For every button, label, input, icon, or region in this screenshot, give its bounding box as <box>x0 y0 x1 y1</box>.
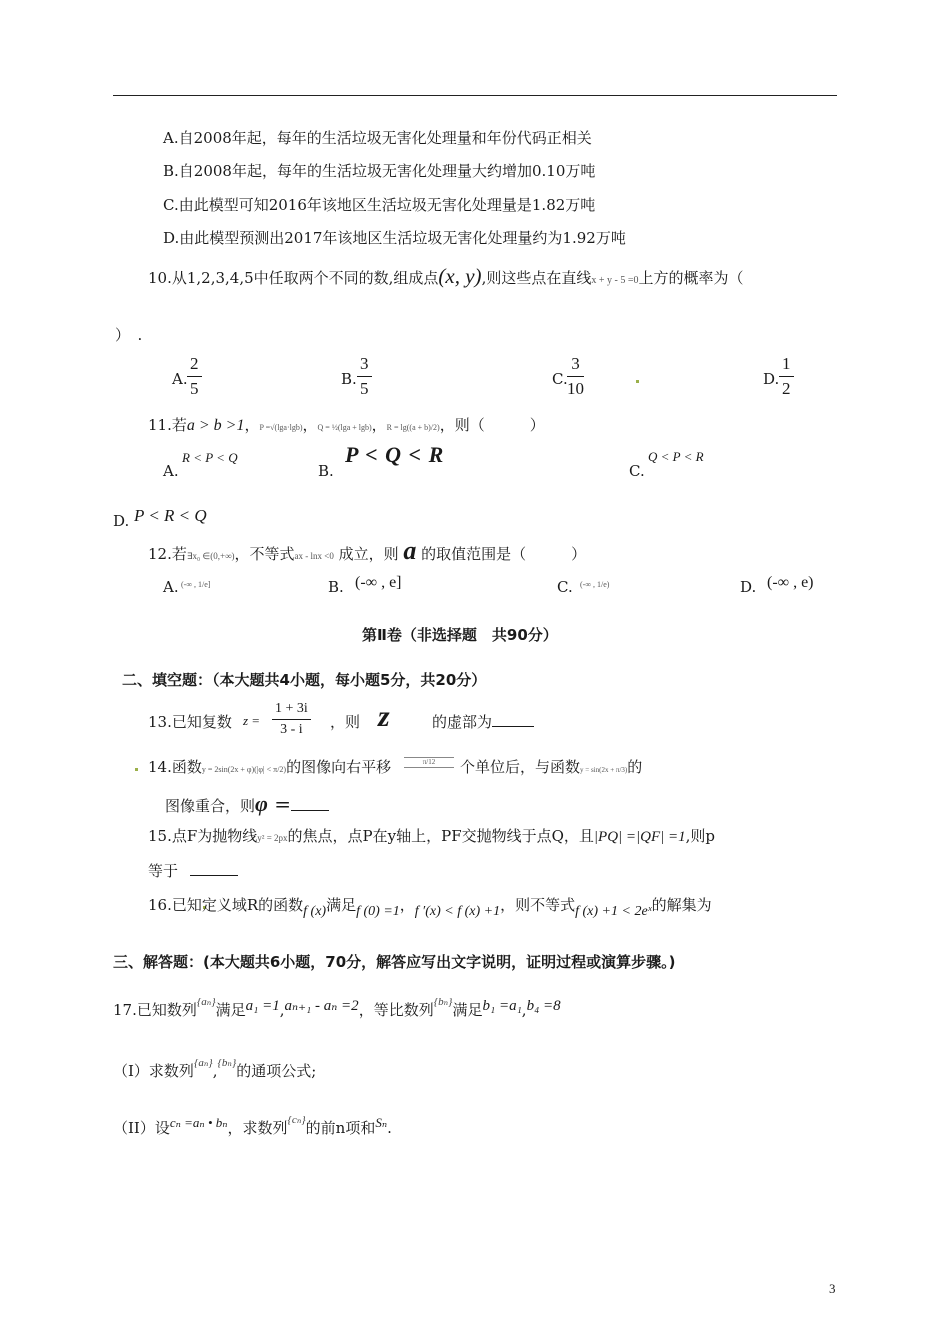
q17-part2 <box>113 1113 392 1138</box>
q17-p1-bn: {bₙ} <box>217 1057 237 1069</box>
q11-option-a: R < P < Q <box>182 450 238 465</box>
q14-line1b <box>460 756 642 777</box>
q17-p2-cnset: {cₙ} <box>287 1114 306 1126</box>
q10-option-a-label: A. <box>172 370 188 388</box>
q12-option-b-label: B. <box>328 578 344 596</box>
q16-c1: f (0) =1 <box>356 904 400 919</box>
q12-option-d-label: D. <box>740 578 757 596</box>
q12-exists: ∃x₀ ∈(0,+∞) <box>186 551 235 561</box>
q10-c-den: 10 <box>567 379 584 398</box>
q10-mid: ,则这些点在直线 <box>481 269 592 287</box>
q17-p2-end: . <box>387 1119 392 1137</box>
q14-phi: φ <box>255 791 268 816</box>
q10-point: (x, y) <box>438 264 482 288</box>
q12-option-c: (-∞ , 1/e) <box>580 580 610 589</box>
q14-stem: 14.函数 <box>148 758 202 776</box>
q14-end: 的 <box>627 758 643 776</box>
q16-fx: f (x) <box>303 904 327 919</box>
q10-option-c-label: C. <box>552 370 568 388</box>
q17-p1-an: {aₙ} <box>193 1057 213 1069</box>
section2-title: 二、填空题：（本大题共4小题，每小题5分，共20分） <box>122 671 487 689</box>
q11-option-d: P < R < Q <box>134 506 207 525</box>
q13-end-text: 的虚部为 <box>432 713 493 731</box>
q12-end: 的取值范围是（ ） <box>416 545 587 563</box>
q9-option-d: D.由此模型预测出2017年该地区生活垃圾无害化处理量约为1.92万吨 <box>163 229 626 247</box>
q10-line: x + y - 5 =0 <box>591 275 639 286</box>
q16-end: 的解集为 <box>651 896 712 914</box>
q10-option-b-label: B. <box>341 370 357 388</box>
q12-var: a <box>403 536 417 565</box>
q17-p1-end: 的通项公式; <box>236 1062 317 1080</box>
q11-p: P =√(lga·lgb) <box>259 423 303 432</box>
q14-line1 <box>148 756 391 777</box>
q13-stem: 13.已知复数 <box>148 713 232 731</box>
q12-ineq: ax - lnx <0 <box>294 551 334 561</box>
q10-end: 上方的概率为（ <box>638 269 744 287</box>
q13-num: 1 + 3i <box>272 701 311 720</box>
q17-mid2: ，等比数列 <box>358 1001 434 1019</box>
q17-mid: 满足 <box>215 1001 246 1019</box>
q10-d-den: 2 <box>782 379 791 398</box>
q16-line <box>148 894 712 920</box>
q13-z: z = <box>243 713 261 728</box>
q17-p2-sn: Sₙ <box>375 1115 388 1130</box>
q17-p2-mid: ，求数列 <box>227 1119 288 1137</box>
q11-r: R = lg((a + b)/2) <box>386 423 440 432</box>
q10-d-num: 1 <box>779 354 794 377</box>
q12-stem-text: 12.若 <box>148 545 187 563</box>
q11-cond: a > b >1 <box>186 417 245 434</box>
q11-option-c-label: C. <box>629 462 645 480</box>
q14-func1: y = 2sin(2x + φ)(|φ| < π/2) <box>201 765 287 774</box>
q15-mid: 的焦点，点P在y轴上，PF交抛物线于点Q，且 <box>287 827 594 845</box>
q14-shift: π/12 <box>404 757 454 768</box>
q17-c1: a₁ =1 <box>245 998 280 1014</box>
q15-parabola: y² = 2px <box>257 833 288 843</box>
q14-answer-blank[interactable] <box>291 796 329 811</box>
q16-mid2: ，则不等式 <box>500 896 576 914</box>
q17-p1-sep: , <box>212 1062 218 1080</box>
speck-mark <box>135 768 138 771</box>
q17-mid3: 满足 <box>452 1001 483 1019</box>
q12-option-a-label: A. <box>163 578 179 596</box>
header-rule <box>113 95 837 96</box>
q11-q: Q = ½(lga + lgb) <box>317 423 372 432</box>
q10-a-num: 2 <box>187 354 202 377</box>
q13-answer-blank[interactable] <box>492 712 534 727</box>
q11-stem-text: 11.若 <box>148 416 187 434</box>
q16-sep: ， <box>399 896 415 914</box>
q14-mid: 的图像向右平移 <box>286 758 392 776</box>
q10-option-b-frac <box>357 354 372 399</box>
q17-sep: , <box>279 1001 285 1019</box>
q13-mid: ，则 <box>330 713 361 731</box>
q16-mid: 满足 <box>326 896 357 914</box>
q12-option-d: (-∞ , e) <box>767 574 814 591</box>
q12-mid2: 成立，则 <box>333 545 404 563</box>
q17-p2-label: （II）设 <box>113 1119 170 1137</box>
q17-c3: b₁ =a₁ <box>482 998 522 1014</box>
q17-an: {aₙ} <box>196 996 216 1008</box>
section3-title: 三、解答题：(本大题共6小题，70分，解答应写出文字说明，证明过程或演算步骤。) <box>113 953 676 971</box>
q11-option-a-label: A. <box>163 462 179 480</box>
q12-mid: ，不等式 <box>234 545 295 563</box>
q14-line2 <box>165 791 329 817</box>
q11-option-b: P < Q < R <box>345 442 445 467</box>
q9-option-a: A.自2008年起，每年的生活垃圾无害化处理量和年份代码正相关 <box>163 129 592 147</box>
q10-a-den: 5 <box>190 379 199 398</box>
q13-zbig: z <box>378 700 390 733</box>
q17-sep2: , <box>521 1001 527 1019</box>
q10-option-d-label: D. <box>763 370 780 388</box>
q11-option-c: Q < P < R <box>648 449 704 464</box>
q10-close: ） . <box>115 326 143 344</box>
q17-bn: {bₙ} <box>433 996 453 1008</box>
q14-mid2: 个单位后，与函数 <box>460 758 581 776</box>
q11-end: ，则（ ） <box>439 416 545 434</box>
q9-option-c: C.由此模型可知2016年该地区生活垃圾无害化处理量是1.82万吨 <box>163 196 596 214</box>
q14-eq: = <box>267 792 292 816</box>
q10-stem <box>148 264 743 289</box>
q12-stem <box>148 536 587 565</box>
page-number: 3 <box>829 1281 836 1296</box>
q14-func2: y = sin(2x + π/3) <box>580 766 628 774</box>
speck-mark <box>636 380 639 383</box>
q13-den: 3 - i <box>280 722 303 737</box>
q16-c3: f (x) +1 < 2eˣ <box>575 904 652 919</box>
q10-option-c-frac <box>567 354 584 399</box>
q11-option-d-label: D. <box>113 512 130 530</box>
q15-end: ,则p <box>685 827 716 845</box>
part2-title: 第Ⅱ卷（非选择题 共90分） <box>362 626 558 644</box>
q10-c-num: 3 <box>567 354 584 377</box>
q10-option-a-frac <box>187 354 202 399</box>
q15-answer-blank[interactable] <box>190 861 238 876</box>
q10-option-d-frac <box>779 354 794 399</box>
q17-part1 <box>113 1056 316 1081</box>
q10-b-den: 5 <box>360 379 369 398</box>
q15-cond: |PQ| =|QF| =1 <box>593 829 686 845</box>
q12-option-c-label: C. <box>557 578 573 596</box>
q17-p2-mid2: 的前n项和 <box>305 1119 376 1137</box>
q13-end <box>432 711 534 732</box>
q15-line1 <box>148 825 715 846</box>
q15-line2 <box>148 860 238 881</box>
q10-stem-text: 10.从1,2,3,4,5中任取两个不同的数,组成点 <box>148 269 439 287</box>
q11-stem: 11.若a > b >1，P =√(lga·lgb)，Q = ½(lga + lgb)，R = lg((a + b)/2)，则（ ） <box>148 416 545 434</box>
q17-p2-cn: cₙ =aₙ • bₙ <box>169 1115 228 1130</box>
q14-line2-text: 图像重合，则 <box>165 797 256 815</box>
q17-stem: 17.已知数列 <box>113 1001 197 1019</box>
q17-c4: b₄ =8 <box>526 998 561 1014</box>
q12-option-a: (-∞ , 1/e] <box>181 580 211 589</box>
q16-stem: 16.已知定义域R的函数 <box>148 896 304 914</box>
q15-line2-text: 等于 <box>148 862 179 880</box>
q10-b-num: 3 <box>357 354 372 377</box>
q9-option-b: B.自2008年起，每年的生活垃圾无害化处理量大约增加0.10万吨 <box>163 162 596 180</box>
q16-c2: f ′(x) < f (x) +1 <box>414 904 501 919</box>
q17-line <box>113 995 561 1020</box>
q12-option-b: (-∞ , e] <box>355 574 402 591</box>
q17-c2: aₙ₊₁ - aₙ =2 <box>284 998 359 1014</box>
q15-stem: 15.点F为抛物线 <box>148 827 258 845</box>
q11-option-b-label: B. <box>318 462 334 480</box>
q17-p1-label: （I）求数列 <box>113 1062 194 1080</box>
q13-frac <box>272 701 311 738</box>
